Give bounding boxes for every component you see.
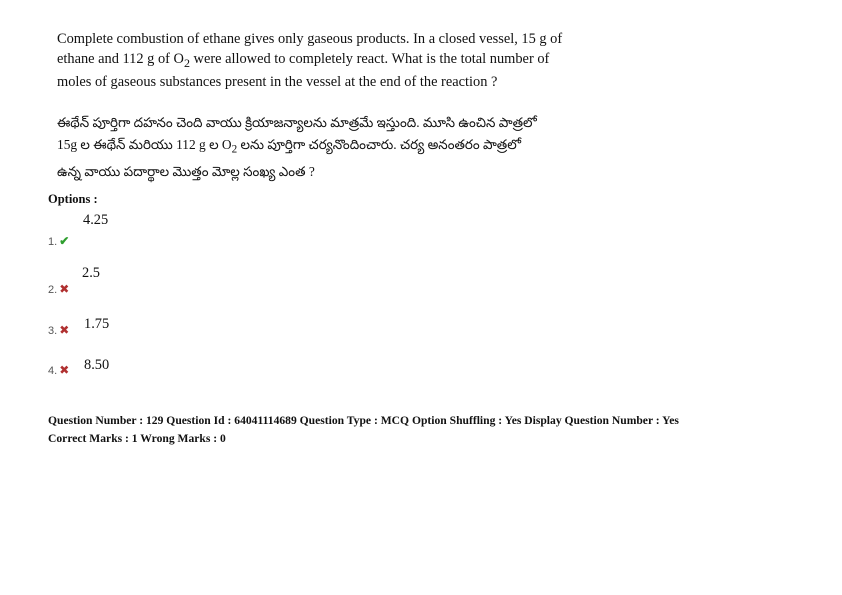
oxygen-subscript: 2 — [183, 55, 190, 70]
option-4-value: 8.50 — [84, 357, 110, 373]
telugu-line-3: ఉన్న వాయు పదార్థాల మొత్తం మోల్ల సంఖ్య ఎంత ? — [57, 163, 315, 179]
telugu-oxygen-subscript: 2 — [231, 143, 238, 156]
option-4-number — [48, 363, 69, 377]
option-1-number — [48, 234, 69, 248]
option-2-value: 2.5 — [82, 265, 100, 281]
telugu-line-2-part2: లను పూర్తిగా చర్యనొందించారు. చర్య అనంతరం పాత్రలో — [237, 137, 521, 152]
question-text-english — [57, 30, 577, 92]
option-3-value: 1.75 — [84, 316, 110, 332]
options-label: Options : — [48, 192, 98, 206]
option-4-label: 4. — [48, 365, 58, 377]
option-3-number — [48, 323, 69, 337]
option-1-label: 1. — [48, 236, 58, 248]
option-3-label: 3. — [48, 325, 58, 337]
telugu-line-2-part1: 15g ల ఈథేన్ మరియు 112 g ల O — [57, 137, 232, 152]
question-text-telugu — [57, 112, 597, 183]
cross-icon: ✖ — [59, 363, 70, 377]
option-2-label: 2. — [48, 284, 58, 296]
telugu-line-1: ఈథేన్ పూర్తిగా దహనం చెంది వాయు క్రియాజన్యాలను మాత్రమే ఇస్తుంది. మూసి ఉంచిన పాత్రలో — [57, 115, 537, 130]
option-2-number — [48, 282, 69, 296]
question-english-part2: were allowed to completely react. What is the total number of moles of gaseous substances present in the vessel at the end of the reaction ? — [57, 50, 550, 90]
question-meta-line-1: Question Number : 129 Question Id : 64041114689 Question Type : MCQ Option Shuffling : Yes Display Question Number : Yes — [48, 414, 679, 427]
cross-icon: ✖ — [59, 323, 70, 337]
option-1-value: 4.25 — [83, 212, 109, 228]
question-english-part1: Complete combustion of ethane gives only gaseous products. In a closed vessel, 15 g of ethane and 112 g of O — [57, 31, 563, 67]
cross-icon: ✖ — [59, 282, 70, 296]
question-meta-line-2: Correct Marks : 1 Wrong Marks : 0 — [48, 432, 226, 445]
check-icon: ✔ — [59, 234, 70, 248]
